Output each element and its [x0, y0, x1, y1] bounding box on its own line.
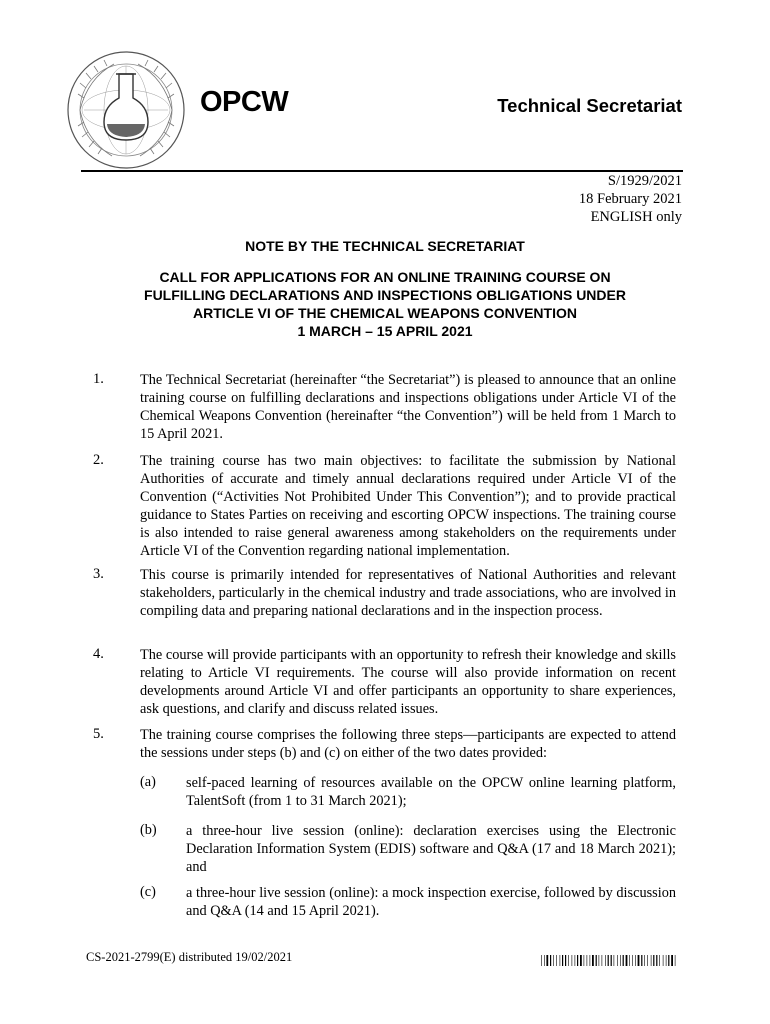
note-title: NOTE BY THE TECHNICAL SECRETARIAT: [245, 238, 525, 254]
step-text: a three-hour live session (online): a mock inspection exercise, followed by discussion and Q&A (14 and 15 April 2021).: [186, 885, 676, 919]
distribution-note: CS-2021-2799(E) distributed 19/02/2021: [86, 950, 293, 964]
doc-number: S/1929/2021: [607, 173, 682, 189]
header-divider: [81, 170, 683, 172]
doc-date: 18 February 2021: [578, 191, 682, 207]
call-title-line: 1 MARCH – 15 APRIL 2021: [297, 323, 473, 339]
paragraph-text: The training course has two main objectives: to facilitate the submission by National Authorities of accurate and timely annual declarations required under Article VI of the Convention (“Activities Not Prohibited Under This Convention”); and to provide practical guidance to States Parties on receiving and escorting OPCW inspections. The training course is also intended to raise general awareness among stakeholders on the requirements under Article VI of the Convention regarding national implementation.: [140, 453, 676, 559]
step-label: (b): [140, 822, 157, 838]
step-label: (a): [140, 774, 156, 790]
barcode-icon: [541, 955, 677, 966]
paragraph-number: 4.: [93, 646, 104, 662]
paragraph-text: The Technical Secretariat (hereinafter “the Secretariat”) is pleased to announce that an online training course on fulfilling declarations and inspections obligations under Article VI of the Chemical Weapons Convention (hereinafter “the Convention”) will be held from 1 March to 15 April 2021.: [140, 372, 676, 442]
unit-name: Technical Secretariat: [497, 95, 682, 116]
doc-language: ENGLISH only: [590, 209, 682, 225]
call-title-line: ARTICLE VI OF THE CHEMICAL WEAPONS CONVENTION: [193, 305, 577, 321]
call-title: [80, 268, 690, 340]
paragraph-text: This course is primarily intended for representatives of National Authorities and relevant stakeholders, particularly in the chemical industry and trade associations, who are involved in compiling data and preparing national declarations and in the inspection process.: [140, 567, 676, 619]
paragraph-number: 2.: [93, 452, 104, 468]
org-name: OPCW: [200, 86, 289, 118]
paragraph-number: 3.: [93, 566, 104, 582]
step-text: self-paced learning of resources available on the OPCW online learning platform, TalentSoft (from 1 to 31 March 2021);: [186, 775, 676, 809]
paragraph-text: The course will provide participants with an opportunity to refresh their knowledge and skills relating to Article VI requirements. The course will also provide information on recent developments around Article VI and offer participants an opportunity to share experiences, ask questions, and clarify and discuss related issues.: [140, 647, 676, 717]
paragraph-number: 1.: [93, 371, 104, 387]
paragraph-text: The training course comprises the following three steps—participants are expected to attend the sessions under steps (b) and (c) on either of the two dates provided:: [140, 727, 676, 761]
step-text: a three-hour live session (online): declaration exercises using the Electronic Declaration Information System (EDIS) software and Q&A (17 and 18 March 2021); and: [186, 823, 676, 875]
paragraph-number: 5.: [93, 726, 104, 742]
call-title-line: CALL FOR APPLICATIONS FOR AN ONLINE TRAINING COURSE ON: [159, 269, 611, 285]
step-label: (c): [140, 884, 156, 900]
call-title-line: FULFILLING DECLARATIONS AND INSPECTIONS OBLIGATIONS UNDER: [144, 287, 626, 303]
opcw-emblem-icon: [64, 48, 188, 172]
